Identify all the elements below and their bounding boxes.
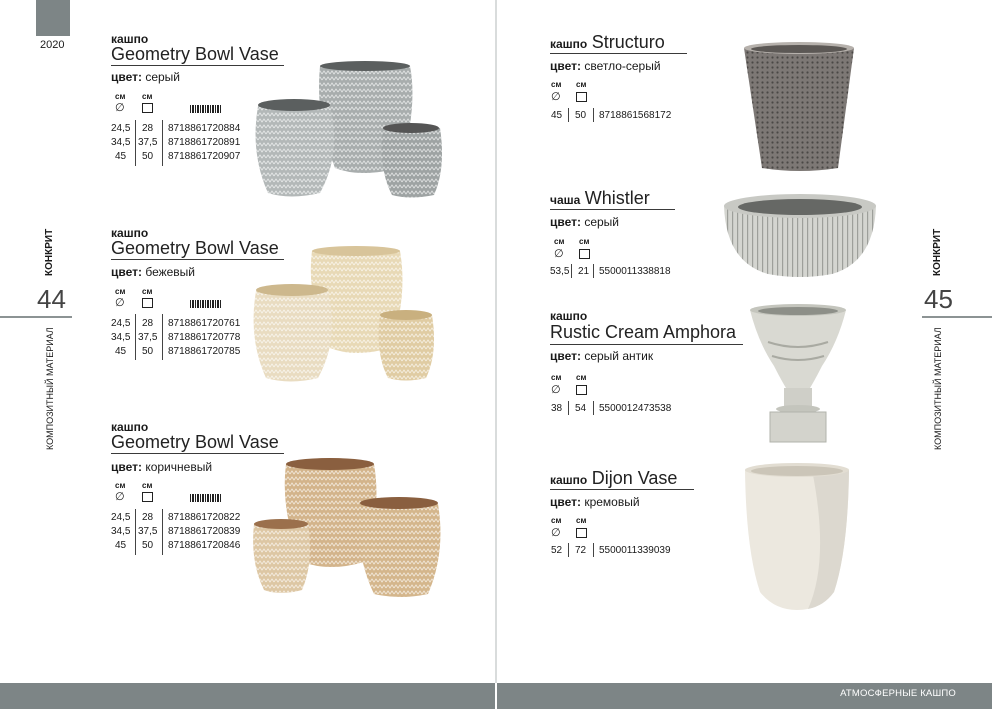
column-divider xyxy=(162,314,163,360)
diameter-icon: ∅ xyxy=(551,527,561,539)
unit-label: см xyxy=(576,373,587,382)
right-side-category: КОНКРИТ xyxy=(932,228,943,276)
diameter-icon: ∅ xyxy=(551,91,561,103)
height-icon xyxy=(142,492,153,505)
unit-label: см xyxy=(142,481,153,490)
year-tab xyxy=(36,0,70,36)
product-title: Geometry Bowl Vase xyxy=(111,44,279,64)
diameter-icon: ∅ xyxy=(554,248,564,260)
title-underline xyxy=(550,53,687,54)
right-side-line xyxy=(922,316,992,318)
unit-label: см xyxy=(554,237,565,246)
left-page-number: 44 xyxy=(37,284,66,314)
unit-label: см xyxy=(115,287,126,296)
product-photo-gray-vases xyxy=(250,58,450,203)
column-divider xyxy=(593,108,594,122)
product-photo-brown-vases xyxy=(250,452,445,600)
column-divider xyxy=(162,509,163,555)
product-color: цвет: серый антик xyxy=(550,349,654,363)
column-divider xyxy=(568,543,569,557)
height-icon xyxy=(576,528,587,541)
product-type: кашпо xyxy=(111,420,149,434)
column-divider xyxy=(568,108,569,122)
column-divider xyxy=(135,314,136,360)
height-icon xyxy=(579,249,590,262)
column-divider xyxy=(593,543,594,557)
product-title: Rustic Cream Amphora xyxy=(550,322,737,342)
product-color: цвет: серый xyxy=(550,215,620,229)
barcode-icon xyxy=(190,300,222,308)
height-icon xyxy=(576,92,587,105)
left-side-material: КОМПОЗИТНЫЙ МАТЕРИАЛ xyxy=(45,327,55,450)
product-photo-structuro xyxy=(740,40,860,175)
left-side-line xyxy=(0,316,72,318)
year-label: 2020 xyxy=(40,39,65,51)
product-photo-amphora xyxy=(748,302,848,444)
barcode-icon xyxy=(190,494,222,502)
column-divider xyxy=(162,120,163,166)
unit-label: см xyxy=(579,237,590,246)
diameter-icon: ∅ xyxy=(115,297,125,309)
title-underline xyxy=(550,489,694,490)
left-side-category: КОНКРИТ xyxy=(44,228,55,276)
unit-label: см xyxy=(142,92,153,101)
product-heading: кашпо Dijon Vase xyxy=(550,468,678,488)
product-heading: чаша Whistler xyxy=(550,188,650,208)
height-icon xyxy=(142,298,153,311)
product-heading: кашпо Structuro xyxy=(550,32,665,52)
right-page-number: 45 xyxy=(924,284,953,314)
product-color: цвет: светло-серый xyxy=(550,59,661,73)
column-divider xyxy=(135,120,136,166)
column-divider xyxy=(571,264,572,278)
product-type: кашпо xyxy=(550,309,588,323)
footer-divider xyxy=(495,683,497,709)
unit-label: см xyxy=(576,80,587,89)
column-divider xyxy=(593,401,594,415)
height-icon xyxy=(142,103,153,116)
product-color: цвет: серый xyxy=(111,70,181,84)
right-side-material: КОМПОЗИТНЫЙ МАТЕРИАЛ xyxy=(933,327,943,450)
unit-label: см xyxy=(551,516,562,525)
unit-label: см xyxy=(551,80,562,89)
product-type: кашпо xyxy=(111,32,149,46)
title-underline xyxy=(550,344,743,345)
footer-title: АТМОСФЕРНЫЕ КАШПО xyxy=(840,688,956,699)
product-title: Geometry Bowl Vase xyxy=(111,432,279,452)
column-divider xyxy=(593,264,594,278)
diameter-icon: ∅ xyxy=(115,102,125,114)
height-icon xyxy=(576,385,587,398)
unit-label: см xyxy=(551,373,562,382)
diameter-icon: ∅ xyxy=(115,491,125,503)
product-color: цвет: кремовый xyxy=(550,495,640,509)
barcode-icon xyxy=(190,105,222,113)
product-type: кашпо xyxy=(111,226,149,240)
unit-label: см xyxy=(115,92,126,101)
unit-label: см xyxy=(576,516,587,525)
title-underline xyxy=(550,209,675,210)
product-photo-beige-vases xyxy=(250,243,445,388)
column-divider xyxy=(135,509,136,555)
product-photo-whistler xyxy=(722,192,878,278)
product-photo-dijon xyxy=(742,460,852,612)
page-spine xyxy=(495,0,497,709)
product-color: цвет: бежевый xyxy=(111,265,196,279)
unit-label: см xyxy=(142,287,153,296)
unit-label: см xyxy=(115,481,126,490)
diameter-icon: ∅ xyxy=(551,384,561,396)
column-divider xyxy=(568,401,569,415)
product-color: цвет: коричневый xyxy=(111,460,213,474)
product-title: Geometry Bowl Vase xyxy=(111,238,279,258)
